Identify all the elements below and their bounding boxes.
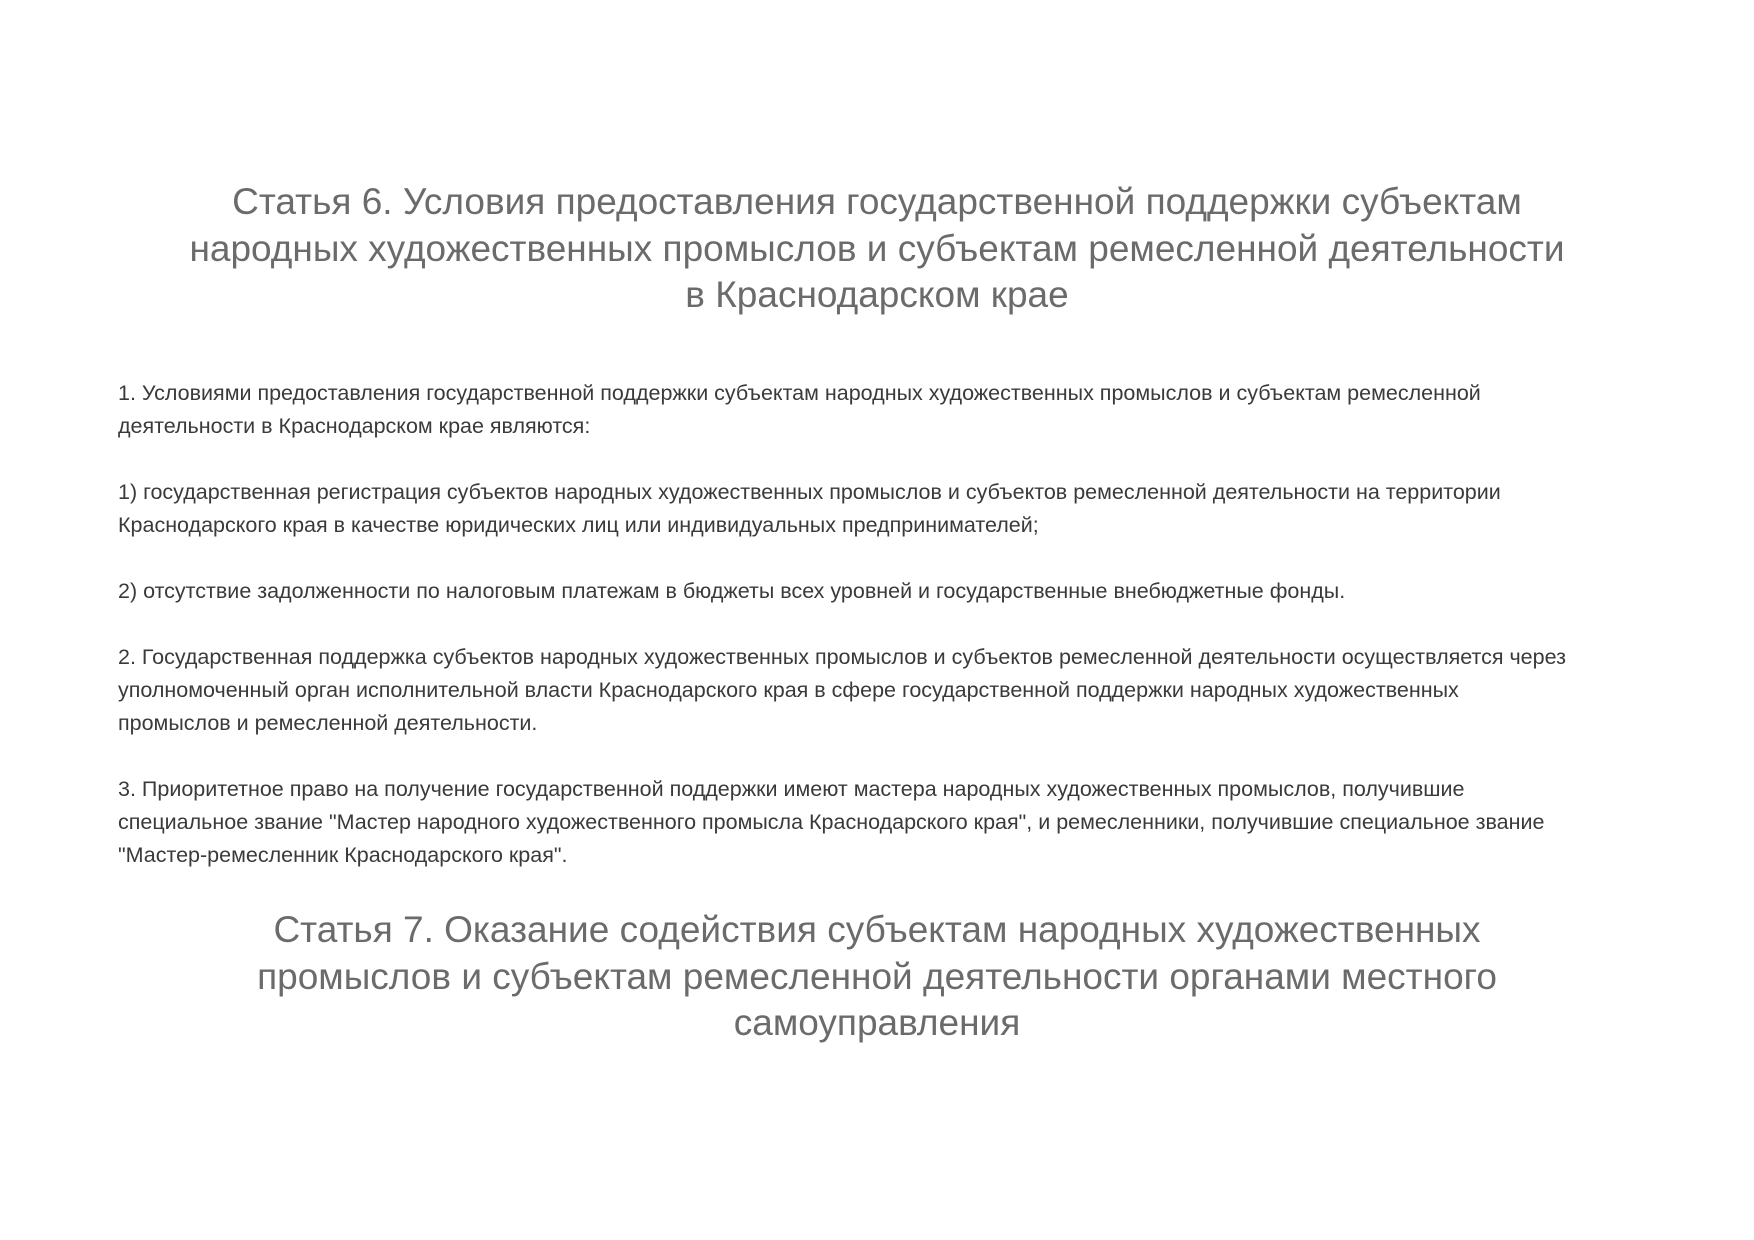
text-line: промыслов и ремесленной деятельности. [118,711,538,735]
article-7-heading [0,907,1754,1047]
heading-line: народных художественных промыслов и субъектам ремесленной деятельности [189,227,1565,269]
article-6-body [118,377,1566,872]
heading-line: Статья 7. Оказание содействия субъектам народных художественных [273,909,1481,950]
article-6-heading [0,179,1754,319]
text-line: 3. Приоритетное право на получение государственной поддержки имеют мастера народных художественных промыслов, получившие [118,777,1465,801]
heading-line: Статья 6. Условия предоставления государственной поддержки субъектам [232,181,1522,222]
paragraph-1-item-2 [118,575,1566,608]
paragraph-3 [118,773,1566,872]
text-line: 1. Условиями предоставления государственной поддержки субъектам народных художественных промыслов и субъектам ремесленной [118,381,1481,405]
heading-line: в Краснодарском крае [685,274,1069,315]
paragraph-2 [118,641,1566,740]
text-line: уполномоченный орган исполнительной власти Краснодарского края в сфере государственной поддержки народных художественных [118,678,1459,702]
text-line: деятельности в Краснодарском крае являются: [118,414,591,438]
text-line: 2. Государственная поддержка субъектов народных художественных промыслов и субъектов ремесленной деятельности осуществляется через [118,645,1566,669]
text-line: Краснодарского края в качестве юридических лиц или индивидуальных предпринимателей; [118,513,1039,537]
heading-line: самоуправления [733,1002,1021,1043]
text-line: специальное звание "Мастер народного художественного промысла Краснодарского края", и ремесленники, получившие специальное звание [118,810,1545,834]
text-line: 2) отсутствие задолженности по налоговым платежам в бюджеты всех уровней и государственные внебюджетные фонды. [118,579,1346,603]
paragraph-1 [118,377,1566,443]
text-line: 1) государственная регистрация субъектов народных художественных промыслов и субъектов ремесленной деятельности на территории [118,480,1501,504]
heading-line: промыслов и субъектам ремесленной деятельности органами местного [257,955,1497,997]
text-line: "Мастер-ремесленник Краснодарского края". [118,843,568,867]
paragraph-1-item-1 [118,476,1566,542]
